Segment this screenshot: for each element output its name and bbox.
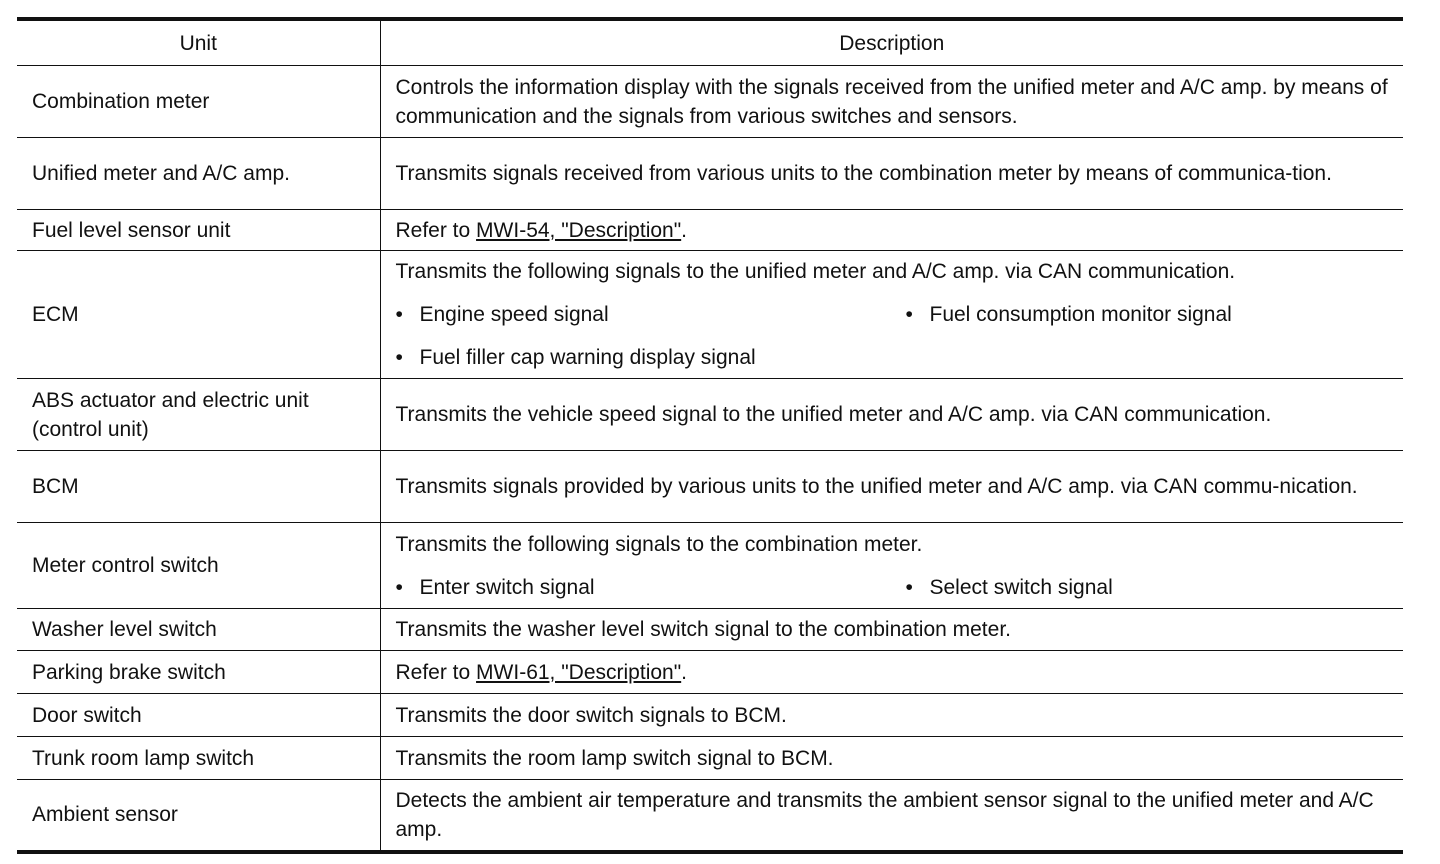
unit-cell: Parking brake switch — [17, 651, 380, 694]
table-row — [17, 523, 1403, 609]
bullet-item: • Engine speed signal — [396, 300, 906, 329]
description-cell: Transmits the room lamp switch signal to BCM. — [380, 737, 1403, 780]
unit-cell: Unified meter and A/C amp. — [17, 138, 380, 210]
table-row — [17, 251, 1403, 379]
unit-cell: Meter control switch — [17, 523, 380, 609]
description-cell — [380, 651, 1403, 694]
unit-cell: Ambient sensor — [17, 780, 380, 852]
refer-text: Refer to — [395, 218, 477, 242]
table-row — [17, 451, 1403, 523]
table-row — [17, 66, 1403, 138]
header-description: Description — [380, 19, 1403, 66]
unit-cell: Combination meter — [17, 66, 380, 138]
reference-link[interactable]: MWI-61, "Description" — [476, 660, 682, 684]
description-cell: Transmits signals provided by various units to the unified meter and A/C amp. via CAN commu-nication. — [380, 451, 1403, 523]
bullet-item: • Enter switch signal — [396, 573, 906, 602]
unit-cell: ECM — [17, 251, 380, 379]
bullet-item: • Select switch signal — [906, 573, 1389, 602]
unit-description-table — [17, 17, 1403, 854]
description-text: Transmits the following signals to the unified meter and A/C amp. via CAN communication. — [395, 260, 1236, 283]
table-header-row — [17, 19, 1403, 66]
refer-suffix: . — [681, 218, 688, 242]
bullet-list — [396, 300, 1389, 372]
header-unit: Unit — [17, 19, 380, 66]
description-text: Transmits the following signals to the combination meter. — [395, 532, 923, 556]
refer-text: Refer to — [395, 660, 477, 684]
bullet-list — [396, 573, 1389, 602]
unit-cell: ABS actuator and electric unit (control unit) — [17, 379, 380, 451]
table-row — [17, 694, 1403, 737]
bullet-item: • Fuel filler cap warning display signal — [396, 343, 1389, 372]
description-cell: Transmits the vehicle speed signal to the unified meter and A/C amp. via CAN communication. — [380, 379, 1403, 451]
table-row — [17, 210, 1403, 251]
description-cell — [380, 210, 1403, 251]
description-cell: Transmits the washer level switch signal to the combination meter. — [380, 609, 1403, 651]
description-cell — [380, 523, 1403, 609]
description-cell — [380, 251, 1403, 379]
bullet-item: • Fuel consumption monitor signal — [906, 300, 1389, 329]
refer-suffix: . — [681, 660, 688, 684]
table-row — [17, 737, 1403, 780]
table-row — [17, 138, 1403, 210]
table-row — [17, 379, 1403, 451]
description-cell: Transmits the door switch signals to BCM. — [380, 694, 1403, 737]
description-cell: Controls the information display with the signals received from the unified meter and A/C amp. by means of communication and the signals from various switches and sensors. — [380, 66, 1403, 138]
description-cell: Detects the ambient air temperature and transmits the ambient sensor signal to the unified meter and A/C amp. — [380, 780, 1403, 852]
reference-link[interactable]: MWI-54, "Description" — [476, 218, 682, 242]
unit-cell: Door switch — [17, 694, 380, 737]
unit-cell: BCM — [17, 451, 380, 523]
unit-cell: Trunk room lamp switch — [17, 737, 380, 780]
description-cell: Transmits signals received from various units to the combination meter by means of communica-tion. — [380, 138, 1403, 210]
table-row — [17, 651, 1403, 694]
table-row — [17, 780, 1403, 852]
unit-cell: Washer level switch — [17, 609, 380, 651]
table-row — [17, 609, 1403, 651]
unit-cell: Fuel level sensor unit — [17, 210, 380, 251]
